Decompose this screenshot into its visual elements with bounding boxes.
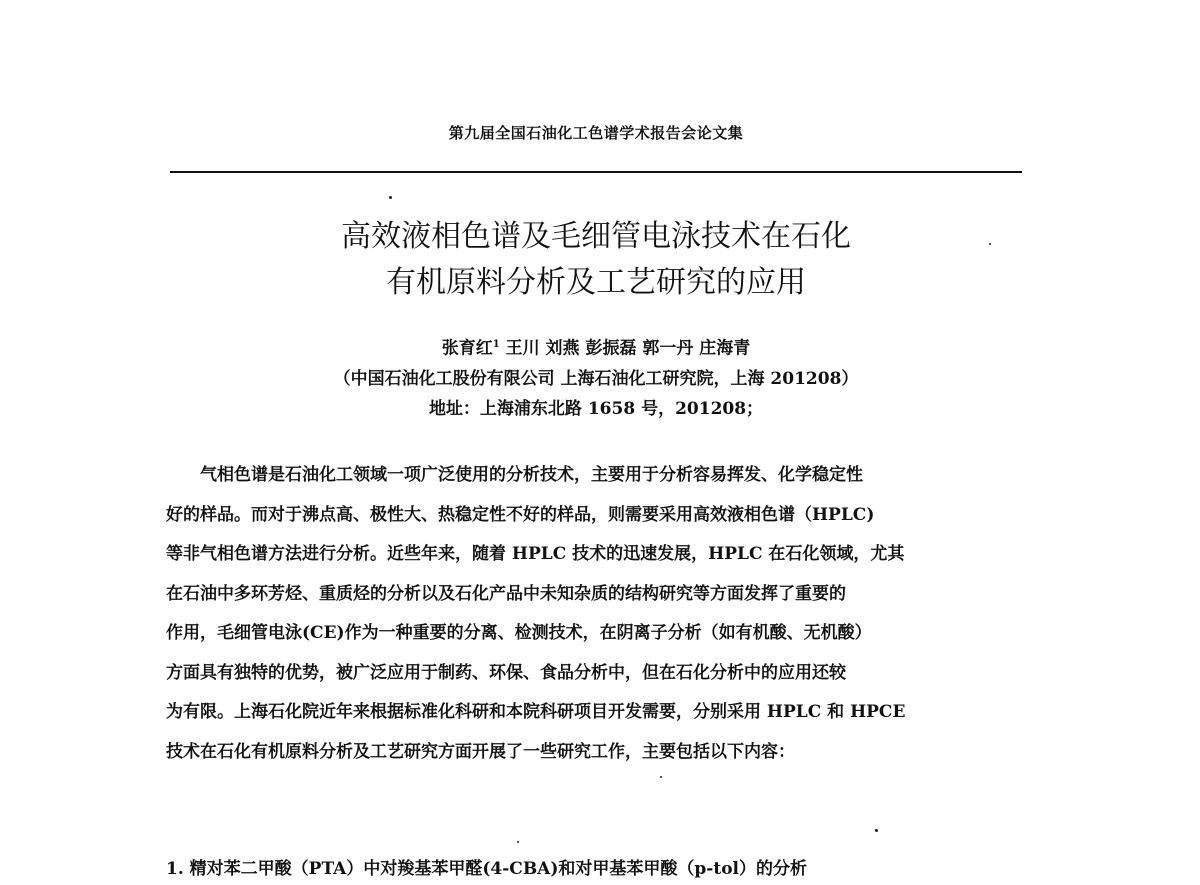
address: 地址：上海浦东北路 1658 号，201208； bbox=[428, 398, 764, 419]
title-line-2: 有机原料分析及工艺研究的应用 bbox=[386, 265, 806, 300]
author-block bbox=[170, 330, 1022, 424]
section-1-heading: 1. 精对苯二甲酸（PTA）中对羧基苯甲醛(4-CBA)和对甲基苯甲酸（p-tol）的分析 bbox=[166, 859, 808, 879]
scan-speck bbox=[389, 196, 392, 199]
paragraph-line: 气相色谱是石油化工领域一项广泛使用的分析技术，主要用于分析容易挥发、化学稳定性 bbox=[166, 465, 863, 485]
title-line-1: 高效液相色谱及毛细管电泳技术在石化 bbox=[341, 219, 851, 254]
proceedings-header: 第九届全国石油化工色谱学术报告会论文集 bbox=[448, 124, 744, 142]
affiliation: （中国石油化工股份有限公司 上海石油化工研究院，上海 201208） bbox=[333, 368, 859, 389]
paragraph-line: 作用，毛细管电泳(CE)作为一种重要的分离、检测技术，在阴离子分析（如有机酸、无机酸） bbox=[166, 623, 872, 643]
paper-title bbox=[170, 214, 1022, 306]
paragraph-line: 等非气相色谱方法进行分析。近些年来，随着 HPLC 技术的迅速发展，HPLC 在石化领域，尤其 bbox=[166, 544, 905, 564]
intro-paragraph bbox=[166, 456, 1022, 772]
paragraph-line: 在石油中多环芳烃、重质烃的分析以及石化产品中未知杂质的结构研究等方面发挥了重要的 bbox=[166, 583, 846, 604]
affiliation-mark: 1 bbox=[492, 339, 500, 350]
scan-speck bbox=[875, 829, 878, 832]
scan-speck bbox=[517, 841, 519, 843]
co-authors: 王川 刘燕 彭振磊 郭一丹 庄海青 bbox=[499, 338, 751, 359]
paragraph-line: 好的样品。而对于沸点高、极性大、热稳定性不好的样品，则需要采用高效液相色谱（HPLC) bbox=[166, 504, 875, 525]
paragraph-line: 技术在石化有机原料分析及工艺研究方面开展了一些研究工作，主要包括以下内容： bbox=[166, 741, 795, 762]
first-author: 张育红 bbox=[441, 338, 493, 359]
scan-speck bbox=[660, 776, 662, 778]
author-list bbox=[170, 330, 1022, 364]
paragraph-line: 为有限。上海石化院近年来根据标准化科研和本院科研项目开发需要，分别采用 HPLC 和 HPCE bbox=[166, 702, 906, 722]
scan-speck bbox=[989, 243, 991, 245]
paragraph-line: 方面具有独特的优势，被广泛应用于制药、环保、食品分析中，但在石化分析中的应用还较 bbox=[166, 662, 846, 683]
header-rule bbox=[170, 171, 1022, 173]
